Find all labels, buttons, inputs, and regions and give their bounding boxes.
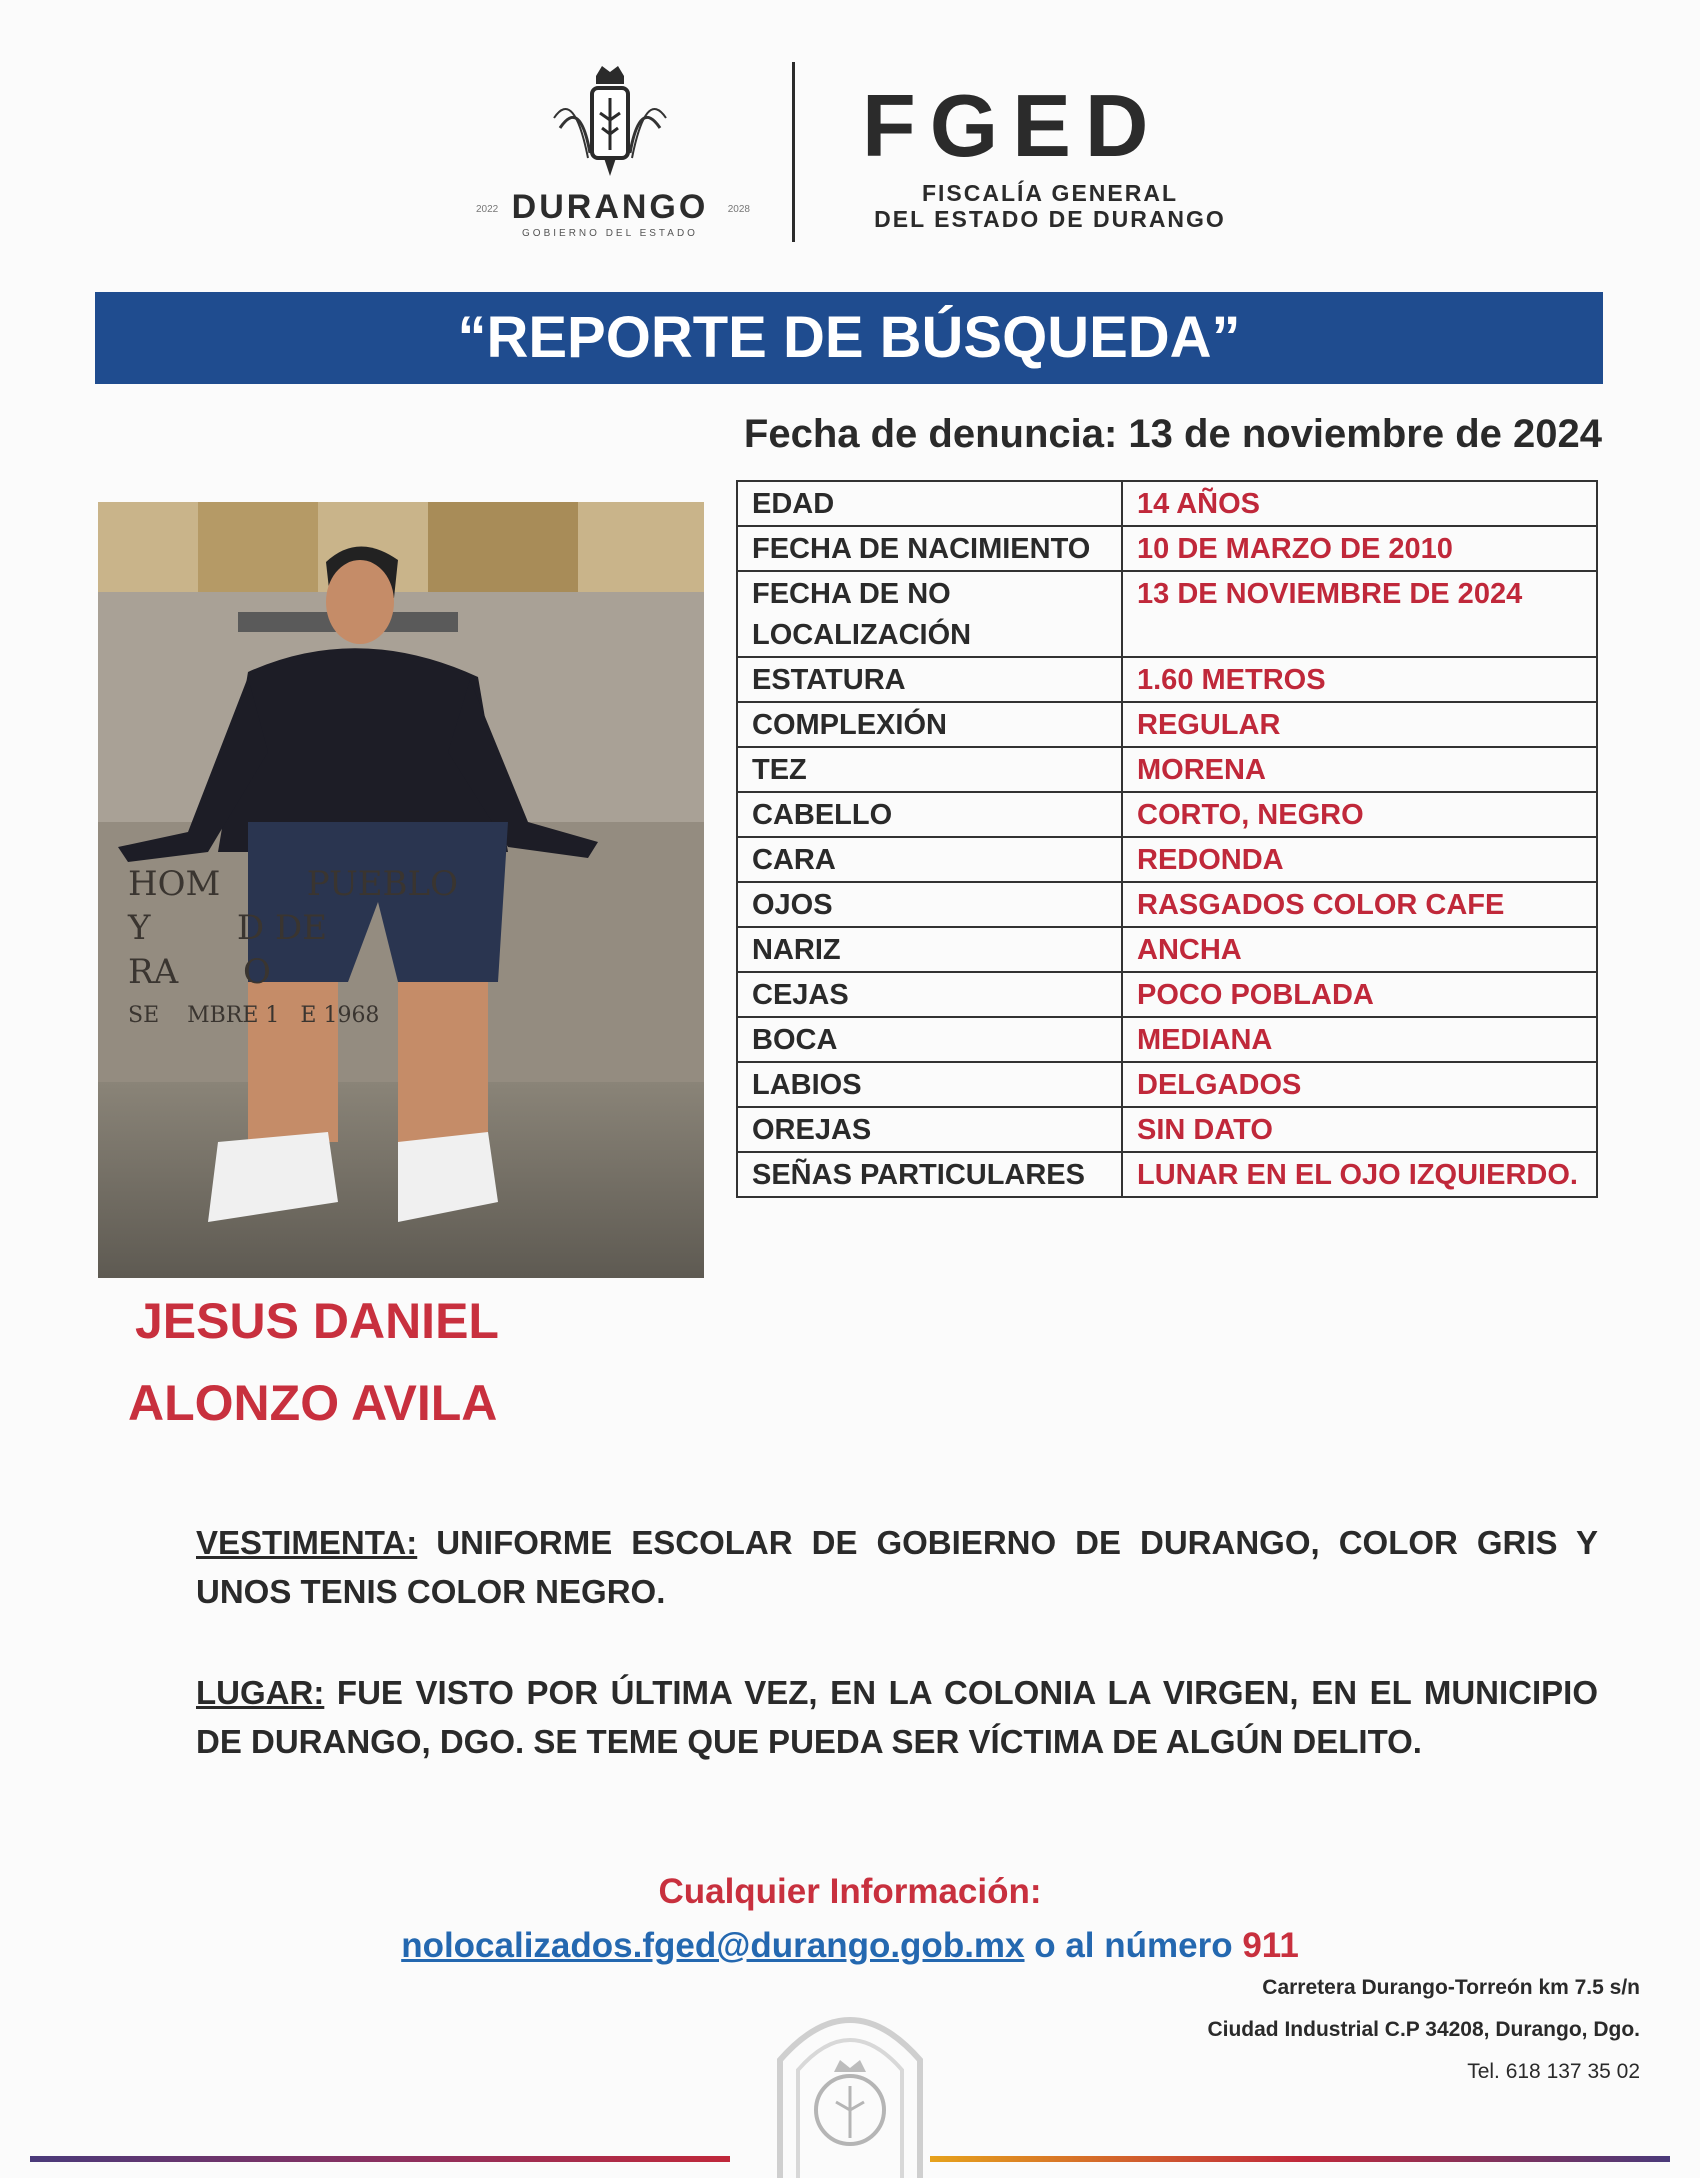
row-label: CARA xyxy=(737,837,1122,882)
row-label: ESTATURA xyxy=(737,657,1122,702)
row-label: BOCA xyxy=(737,1017,1122,1062)
table-row xyxy=(737,837,1597,882)
durango-government-logo xyxy=(470,58,750,248)
row-label: FECHA DE NO LOCALIZACIÓN xyxy=(737,571,1122,657)
table-row xyxy=(737,526,1597,571)
address-line1: Carretera Durango-Torreón km 7.5 s/n xyxy=(1262,1976,1640,1999)
photo-inscription xyxy=(128,862,458,1038)
clothing-text: UNIFORME ESCOLAR DE GOBIERNO DE DURANGO, COLOR GRIS Y UNOS TENIS COLOR NEGRO. xyxy=(196,1524,1598,1610)
row-value: MORENA xyxy=(1122,747,1597,792)
logo-wordmark: DURANGO xyxy=(511,188,709,226)
emergency-number: 911 xyxy=(1242,1926,1299,1965)
agency-name-line1: FISCALÍA GENERAL xyxy=(921,180,1179,206)
row-value: REGULAR xyxy=(1122,702,1597,747)
photo-inscription-line3: RA O xyxy=(128,952,271,992)
row-label: FECHA DE NACIMIENTO xyxy=(737,526,1122,571)
table-row xyxy=(737,1017,1597,1062)
logo-year-start: 2022 xyxy=(476,204,499,215)
table-row xyxy=(737,972,1597,1017)
table-row xyxy=(737,927,1597,972)
footer-color-bar-right xyxy=(930,2156,1670,2162)
table-row xyxy=(737,1107,1597,1152)
row-value: 10 DE MARZO DE 2010 xyxy=(1122,526,1597,571)
agency-acronym: FGED xyxy=(862,76,1163,175)
row-value: POCO POBLADA xyxy=(1122,972,1597,1017)
row-label: SEÑAS PARTICULARES xyxy=(737,1152,1122,1197)
table-row xyxy=(737,702,1597,747)
row-value: 1.60 METROS xyxy=(1122,657,1597,702)
contact-connector: o al número xyxy=(1024,1926,1243,1965)
row-value: RASGADOS COLOR CAFE xyxy=(1122,882,1597,927)
location-text: FUE VISTO POR ÚLTIMA VEZ, EN LA COLONIA LA VIRGEN, EN EL MUNICIPIO DE DURANGO, DGO. SE TEME QUE PUEDA SER VÍCTIMA DE ALGÚN DELITO. xyxy=(196,1674,1598,1760)
row-value: 14 AÑOS xyxy=(1122,481,1597,526)
row-label: COMPLEXIÓN xyxy=(737,702,1122,747)
header-divider xyxy=(792,62,795,242)
row-label: NARIZ xyxy=(737,927,1122,972)
logo-year-end: 2028 xyxy=(727,204,750,215)
description-table xyxy=(736,480,1598,1198)
table-row xyxy=(737,1152,1597,1197)
photo-inscription-line2: Y D DE xyxy=(128,908,328,948)
row-label: TEZ xyxy=(737,747,1122,792)
address-line2: Ciudad Industrial C.P 34208, Durango, Dgo. xyxy=(1207,2018,1640,2041)
row-value: DELGADOS xyxy=(1122,1062,1597,1107)
row-value: ANCHA xyxy=(1122,927,1597,972)
photo-inscription-line4: SE MBRE 1 E 1968 xyxy=(128,1003,380,1028)
table-row xyxy=(737,882,1597,927)
row-value: CORTO, NEGRO xyxy=(1122,792,1597,837)
report-date: Fecha de denuncia: 13 de noviembre de 2024 xyxy=(743,412,1602,456)
clothing-paragraph xyxy=(196,1518,1598,1616)
row-value: MEDIANA xyxy=(1122,1017,1597,1062)
table-row xyxy=(737,571,1597,657)
row-label: CABELLO xyxy=(737,792,1122,837)
table-row xyxy=(737,657,1597,702)
report-title-banner: “REPORTE DE BÚSQUEDA” xyxy=(95,292,1603,384)
table-row xyxy=(737,747,1597,792)
contact-label: Cualquier Información: xyxy=(658,1872,1042,1911)
table-row xyxy=(737,481,1597,526)
agency-name-line2: DEL ESTADO DE DURANGO xyxy=(874,206,1226,232)
person-name-line2: ALONZO AVILA xyxy=(128,1375,498,1431)
row-value: LUNAR EN EL OJO IZQUIERDO. xyxy=(1122,1152,1597,1197)
row-value: SIN DATO xyxy=(1122,1107,1597,1152)
table-row xyxy=(737,792,1597,837)
photo-inscription-line1: HOM PUEBLO xyxy=(128,864,458,904)
row-label: CEJAS xyxy=(737,972,1122,1017)
footer-color-bar-left xyxy=(30,2156,730,2162)
location-paragraph xyxy=(196,1668,1598,1766)
state-crest-icon xyxy=(550,58,670,186)
location-label: LUGAR: xyxy=(196,1674,325,1711)
row-label: OREJAS xyxy=(737,1107,1122,1152)
table-row xyxy=(737,1062,1597,1107)
contact-email-link[interactable]: nolocalizados.fged@durango.gob.mx xyxy=(401,1926,1025,1965)
row-label: LABIOS xyxy=(737,1062,1122,1107)
contact-line xyxy=(0,1926,1700,1966)
clothing-label: VESTIMENTA: xyxy=(196,1524,418,1561)
row-label: EDAD xyxy=(737,481,1122,526)
row-value: REDONDA xyxy=(1122,837,1597,882)
row-label: OJOS xyxy=(737,882,1122,927)
logo-subtitle: GOBIERNO DEL ESTADO xyxy=(522,228,698,239)
person-name-line1: JESUS DANIEL xyxy=(135,1293,499,1349)
row-value: 13 DE NOVIEMBRE DE 2024 xyxy=(1122,571,1597,657)
address-phone: Tel. 618 137 35 02 xyxy=(1467,2060,1640,2083)
footer-seal-icon xyxy=(770,1990,930,2178)
missing-person-photo xyxy=(98,502,704,1278)
